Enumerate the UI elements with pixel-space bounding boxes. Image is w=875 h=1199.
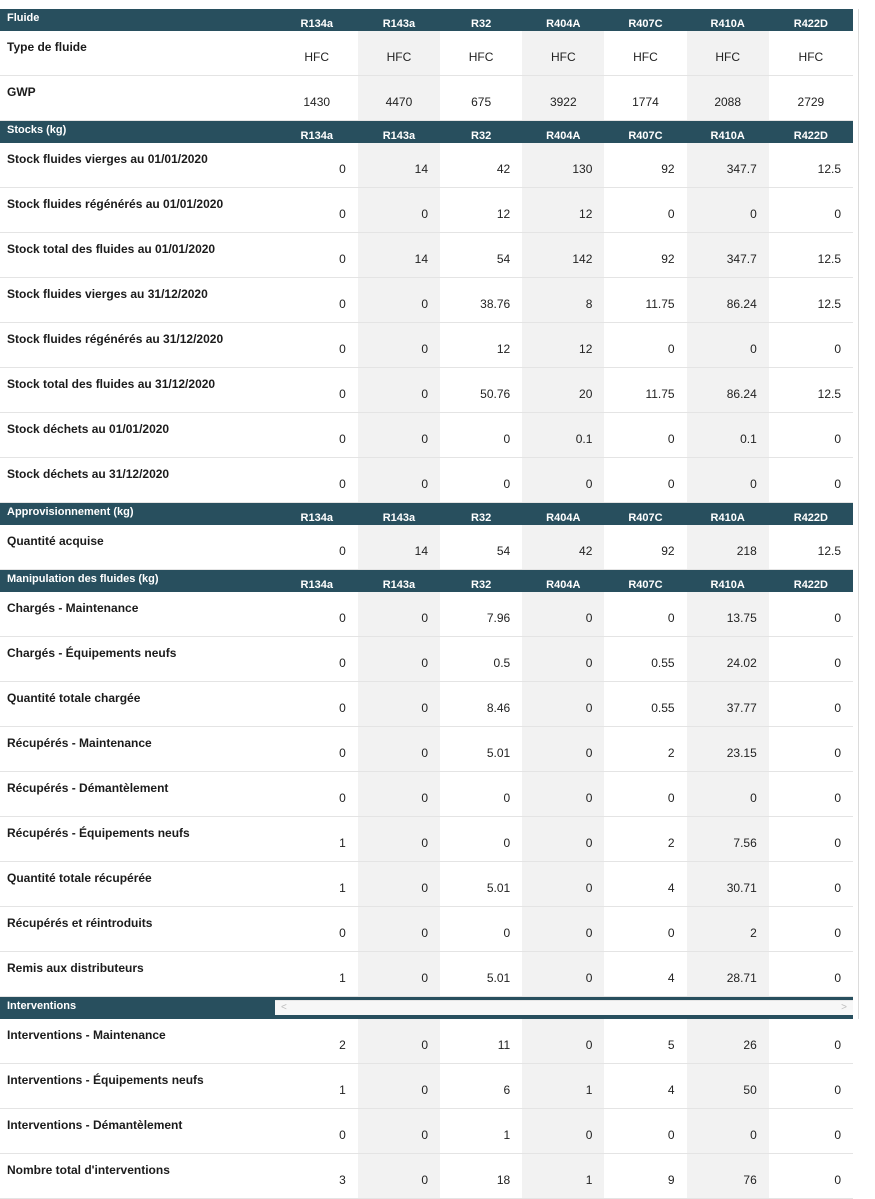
column-header: R404A xyxy=(522,9,604,31)
table-cell: 0 xyxy=(769,458,853,503)
table-cell: 0 xyxy=(276,368,358,413)
table-cell: 12 xyxy=(440,323,522,368)
table-row xyxy=(0,143,853,188)
table-row xyxy=(0,188,853,233)
table-row xyxy=(0,772,853,817)
table-cell: 86.24 xyxy=(687,278,769,323)
table-cell: 76 xyxy=(687,1154,769,1199)
table-cell: 675 xyxy=(440,76,522,121)
table-cell: 0 xyxy=(276,592,358,637)
section-header-row xyxy=(0,503,853,526)
column-header: R32 xyxy=(440,570,522,593)
table-cell: HFC xyxy=(358,31,440,76)
row-label: Quantité totale récupérée xyxy=(0,862,276,907)
table-cell: 0 xyxy=(358,278,440,323)
table-cell: 0 xyxy=(522,1019,604,1064)
table-cell: 0 xyxy=(522,727,604,772)
table-cell: 50 xyxy=(687,1064,769,1109)
table-cell: 1774 xyxy=(604,76,686,121)
table-cell: 0 xyxy=(769,323,853,368)
table-cell: 0 xyxy=(522,637,604,682)
table-row xyxy=(0,817,853,862)
table-cell: 24.02 xyxy=(687,637,769,682)
table-cell: 37.77 xyxy=(687,682,769,727)
table-cell: 0 xyxy=(358,862,440,907)
table-cell: 0 xyxy=(522,907,604,952)
table-cell: 0 xyxy=(769,1154,853,1199)
table-cell: 9 xyxy=(604,1154,686,1199)
table-cell: 0 xyxy=(769,188,853,233)
table-row xyxy=(0,31,853,76)
table-cell: 0 xyxy=(687,772,769,817)
table-cell: 0 xyxy=(769,862,853,907)
table-cell: 0.1 xyxy=(687,413,769,458)
table-cell: 8.46 xyxy=(440,682,522,727)
table-cell: 0 xyxy=(358,323,440,368)
column-header: R404A xyxy=(522,503,604,526)
table-cell: 12.5 xyxy=(769,143,853,188)
table-cell: 0 xyxy=(358,817,440,862)
table-cell: 0 xyxy=(604,907,686,952)
table-cell: 0 xyxy=(522,592,604,637)
table-cell: 0 xyxy=(769,1019,853,1064)
column-header: R410A xyxy=(687,9,769,31)
table-cell: 4 xyxy=(604,1064,686,1109)
table-cell: 0 xyxy=(604,188,686,233)
table-cell: 0 xyxy=(358,1154,440,1199)
table-cell: 0 xyxy=(276,727,358,772)
table-cell: 0 xyxy=(358,952,440,997)
table-cell: 5.01 xyxy=(440,727,522,772)
table-cell: 0 xyxy=(276,233,358,278)
table-row xyxy=(0,76,853,121)
table-cell: 0 xyxy=(522,682,604,727)
table-row xyxy=(0,952,853,997)
table-cell: 0 xyxy=(276,143,358,188)
scroll-left-arrow-icon[interactable]: < xyxy=(281,1002,287,1013)
table-cell: 7.96 xyxy=(440,592,522,637)
table-row xyxy=(0,233,853,278)
table-cell: 0 xyxy=(604,592,686,637)
section-title: Interventions xyxy=(0,997,276,1020)
table-cell: 0.5 xyxy=(440,637,522,682)
table-cell: 0 xyxy=(687,1109,769,1154)
table-cell: 1 xyxy=(276,952,358,997)
table-cell: 12 xyxy=(522,323,604,368)
table-cell: HFC xyxy=(769,31,853,76)
table-cell: 0 xyxy=(769,637,853,682)
table-row xyxy=(0,727,853,772)
table-cell: 3922 xyxy=(522,76,604,121)
table-cell: 0 xyxy=(769,952,853,997)
row-label: Nombre total d'interventions xyxy=(0,1154,276,1199)
table-cell: 54 xyxy=(440,233,522,278)
table-cell: 11.75 xyxy=(604,368,686,413)
table-row xyxy=(0,1064,853,1109)
table-cell: 3 xyxy=(276,1154,358,1199)
table-cell: 0 xyxy=(440,817,522,862)
column-header: R143a xyxy=(358,503,440,526)
table-cell: 2 xyxy=(276,1019,358,1064)
table-cell: 347.7 xyxy=(687,233,769,278)
column-header: R32 xyxy=(440,121,522,144)
table-cell: 0 xyxy=(276,772,358,817)
column-header: R134a xyxy=(276,121,358,144)
table-row xyxy=(0,862,853,907)
table-row xyxy=(0,368,853,413)
table-cell: 0 xyxy=(358,1109,440,1154)
table-cell: 0.55 xyxy=(604,637,686,682)
table-cell: 0 xyxy=(276,413,358,458)
table-cell: 20 xyxy=(522,368,604,413)
table-row xyxy=(0,682,853,727)
column-header: R134a xyxy=(276,503,358,526)
table-cell: HFC xyxy=(440,31,522,76)
section-header-row xyxy=(0,570,853,593)
table-cell: 0 xyxy=(440,772,522,817)
table-cell: 0 xyxy=(687,323,769,368)
table-row xyxy=(0,278,853,323)
table-cell: 0 xyxy=(769,1109,853,1154)
table-cell: 2 xyxy=(604,727,686,772)
table-cell: 86.24 xyxy=(687,368,769,413)
table-cell: 0 xyxy=(604,772,686,817)
fluide-header-row xyxy=(0,9,853,31)
row-label: Interventions - Démantèlement xyxy=(0,1109,276,1154)
table-cell: 0 xyxy=(769,1064,853,1109)
table-cell: 5.01 xyxy=(440,952,522,997)
table-cell: 30.71 xyxy=(687,862,769,907)
table-cell: 0 xyxy=(358,368,440,413)
table-cell: 0 xyxy=(522,817,604,862)
row-label: Stock total des fluides au 01/01/2020 xyxy=(0,233,276,278)
table-cell: 38.76 xyxy=(440,278,522,323)
section-header-row xyxy=(0,121,853,144)
table-cell: 92 xyxy=(604,233,686,278)
table-cell: HFC xyxy=(604,31,686,76)
table-cell: 0.55 xyxy=(604,682,686,727)
table-cell: 7.56 xyxy=(687,817,769,862)
fluid-report-table xyxy=(0,9,853,1199)
horizontal-scrollbar[interactable] xyxy=(275,1000,853,1015)
column-header: R422D xyxy=(769,9,853,31)
table-cell: 14 xyxy=(358,143,440,188)
table-cell: 0 xyxy=(276,1109,358,1154)
table-cell: 1 xyxy=(276,1064,358,1109)
table-row xyxy=(0,323,853,368)
table-cell: 0 xyxy=(276,525,358,570)
table-row xyxy=(0,1019,853,1064)
column-header: R134a xyxy=(276,570,358,593)
column-header: R404A xyxy=(522,121,604,144)
table-cell: 11 xyxy=(440,1019,522,1064)
table-cell: 0 xyxy=(604,413,686,458)
column-header: R407C xyxy=(604,9,686,31)
table-cell: 218 xyxy=(687,525,769,570)
section-title: Approvisionnement (kg) xyxy=(0,503,276,526)
column-header: R134a xyxy=(276,9,358,31)
table-cell: 0 xyxy=(276,188,358,233)
table-cell: HFC xyxy=(276,31,358,76)
table-cell: 0 xyxy=(440,458,522,503)
table-cell: 0 xyxy=(522,772,604,817)
row-label: Chargés - Équipements neufs xyxy=(0,637,276,682)
table-cell: 92 xyxy=(604,525,686,570)
table-cell: 0 xyxy=(769,413,853,458)
table-cell: 18 xyxy=(440,1154,522,1199)
table-cell: 0 xyxy=(604,458,686,503)
table-cell: 0 xyxy=(358,413,440,458)
table-cell: 14 xyxy=(358,525,440,570)
table-cell: 0 xyxy=(358,772,440,817)
table-cell: 0 xyxy=(358,682,440,727)
column-header: R410A xyxy=(687,503,769,526)
table-cell: 12 xyxy=(522,188,604,233)
table-cell: 0 xyxy=(440,413,522,458)
column-header: R32 xyxy=(440,503,522,526)
column-header: R422D xyxy=(769,503,853,526)
table-cell: 50.76 xyxy=(440,368,522,413)
table-cell: 0 xyxy=(440,907,522,952)
table-cell: 0 xyxy=(769,682,853,727)
column-header: R143a xyxy=(358,9,440,31)
row-label: Quantité totale chargée xyxy=(0,682,276,727)
table-cell: 0 xyxy=(358,1064,440,1109)
table-cell: 0 xyxy=(687,188,769,233)
table-cell: 12.5 xyxy=(769,233,853,278)
row-label: GWP xyxy=(0,76,276,121)
column-header: R407C xyxy=(604,503,686,526)
table-cell: 42 xyxy=(440,143,522,188)
table-cell: 0 xyxy=(604,1109,686,1154)
table-cell: 0 xyxy=(769,817,853,862)
table-row xyxy=(0,907,853,952)
table-cell: 1 xyxy=(522,1154,604,1199)
row-label: Stock déchets au 01/01/2020 xyxy=(0,413,276,458)
table-cell: 0 xyxy=(769,727,853,772)
table-cell: 2729 xyxy=(769,76,853,121)
table-cell: 0 xyxy=(522,952,604,997)
table-cell: 0 xyxy=(769,772,853,817)
table-cell: 2 xyxy=(687,907,769,952)
column-header: R410A xyxy=(687,121,769,144)
table-cell: 5 xyxy=(604,1019,686,1064)
row-label: Stock fluides vierges au 31/12/2020 xyxy=(0,278,276,323)
row-label: Récupérés et réintroduits xyxy=(0,907,276,952)
table-cell: 54 xyxy=(440,525,522,570)
table-cell: 0 xyxy=(522,458,604,503)
column-header: R407C xyxy=(604,121,686,144)
table-cell: 12.5 xyxy=(769,368,853,413)
table-cell: 11.75 xyxy=(604,278,686,323)
table-cell: HFC xyxy=(687,31,769,76)
row-label: Interventions - Maintenance xyxy=(0,1019,276,1064)
table-cell: 0 xyxy=(276,682,358,727)
table-cell: 0 xyxy=(358,592,440,637)
table-cell: 0 xyxy=(687,458,769,503)
table-cell: HFC xyxy=(522,31,604,76)
table-cell: 6 xyxy=(440,1064,522,1109)
table-cell: 347.7 xyxy=(687,143,769,188)
column-header: R143a xyxy=(358,121,440,144)
table-cell: 0 xyxy=(358,907,440,952)
table-row xyxy=(0,592,853,637)
table-cell: 0 xyxy=(604,323,686,368)
row-label: Récupérés - Équipements neufs xyxy=(0,817,276,862)
row-label: Stock total des fluides au 31/12/2020 xyxy=(0,368,276,413)
section-title: Fluide xyxy=(0,9,276,31)
table-cell: 42 xyxy=(522,525,604,570)
table-right-border xyxy=(858,9,859,1019)
table-cell: 26 xyxy=(687,1019,769,1064)
table-cell: 0 xyxy=(276,278,358,323)
table-cell: 0 xyxy=(276,907,358,952)
table-cell: 0.1 xyxy=(522,413,604,458)
section-title: Stocks (kg) xyxy=(0,121,276,144)
row-label: Remis aux distributeurs xyxy=(0,952,276,997)
table-cell: 1 xyxy=(440,1109,522,1154)
table-cell: 0 xyxy=(769,592,853,637)
table-cell: 1 xyxy=(276,817,358,862)
row-label: Type de fluide xyxy=(0,31,276,76)
table-cell: 0 xyxy=(358,458,440,503)
table-row xyxy=(0,413,853,458)
column-header: R404A xyxy=(522,570,604,593)
table-cell: 8 xyxy=(522,278,604,323)
table-cell: 0 xyxy=(769,907,853,952)
column-header: R407C xyxy=(604,570,686,593)
table-row xyxy=(0,525,853,570)
table-cell: 28.71 xyxy=(687,952,769,997)
table-cell: 4470 xyxy=(358,76,440,121)
table-cell: 0 xyxy=(358,1019,440,1064)
row-label: Interventions - Équipements neufs xyxy=(0,1064,276,1109)
table-cell: 12.5 xyxy=(769,278,853,323)
row-label: Récupérés - Démantèlement xyxy=(0,772,276,817)
table-cell: 1 xyxy=(276,862,358,907)
fluid-report-table-container xyxy=(0,9,853,1199)
table-cell: 1430 xyxy=(276,76,358,121)
column-header: R410A xyxy=(687,570,769,593)
table-cell: 0 xyxy=(358,727,440,772)
table-cell: 12 xyxy=(440,188,522,233)
row-label: Stock déchets au 31/12/2020 xyxy=(0,458,276,503)
table-cell: 23.15 xyxy=(687,727,769,772)
table-row xyxy=(0,637,853,682)
row-label: Stock fluides régénérés au 01/01/2020 xyxy=(0,188,276,233)
column-header: R422D xyxy=(769,121,853,144)
table-cell: 12.5 xyxy=(769,525,853,570)
table-cell: 0 xyxy=(522,862,604,907)
table-row xyxy=(0,1154,853,1199)
table-cell: 1 xyxy=(522,1064,604,1109)
table-cell: 0 xyxy=(276,458,358,503)
table-cell: 0 xyxy=(358,637,440,682)
column-header: R32 xyxy=(440,9,522,31)
table-cell: 142 xyxy=(522,233,604,278)
table-cell: 2 xyxy=(604,817,686,862)
table-cell: 4 xyxy=(604,862,686,907)
table-cell: 13.75 xyxy=(687,592,769,637)
row-label: Chargés - Maintenance xyxy=(0,592,276,637)
table-cell: 130 xyxy=(522,143,604,188)
table-cell: 0 xyxy=(276,637,358,682)
table-cell: 0 xyxy=(358,188,440,233)
section-title: Manipulation des fluides (kg) xyxy=(0,570,276,593)
scroll-right-arrow-icon[interactable]: > xyxy=(841,1002,847,1013)
table-cell: 14 xyxy=(358,233,440,278)
table-cell: 0 xyxy=(522,1109,604,1154)
column-header: R143a xyxy=(358,570,440,593)
row-label: Quantité acquise xyxy=(0,525,276,570)
row-label: Stock fluides vierges au 01/01/2020 xyxy=(0,143,276,188)
table-cell: 4 xyxy=(604,952,686,997)
table-cell: 92 xyxy=(604,143,686,188)
table-cell: 0 xyxy=(276,323,358,368)
table-row xyxy=(0,1109,853,1154)
table-row xyxy=(0,458,853,503)
table-cell: 5.01 xyxy=(440,862,522,907)
column-header: R422D xyxy=(769,570,853,593)
row-label: Récupérés - Maintenance xyxy=(0,727,276,772)
row-label: Stock fluides régénérés au 31/12/2020 xyxy=(0,323,276,368)
table-cell: 2088 xyxy=(687,76,769,121)
